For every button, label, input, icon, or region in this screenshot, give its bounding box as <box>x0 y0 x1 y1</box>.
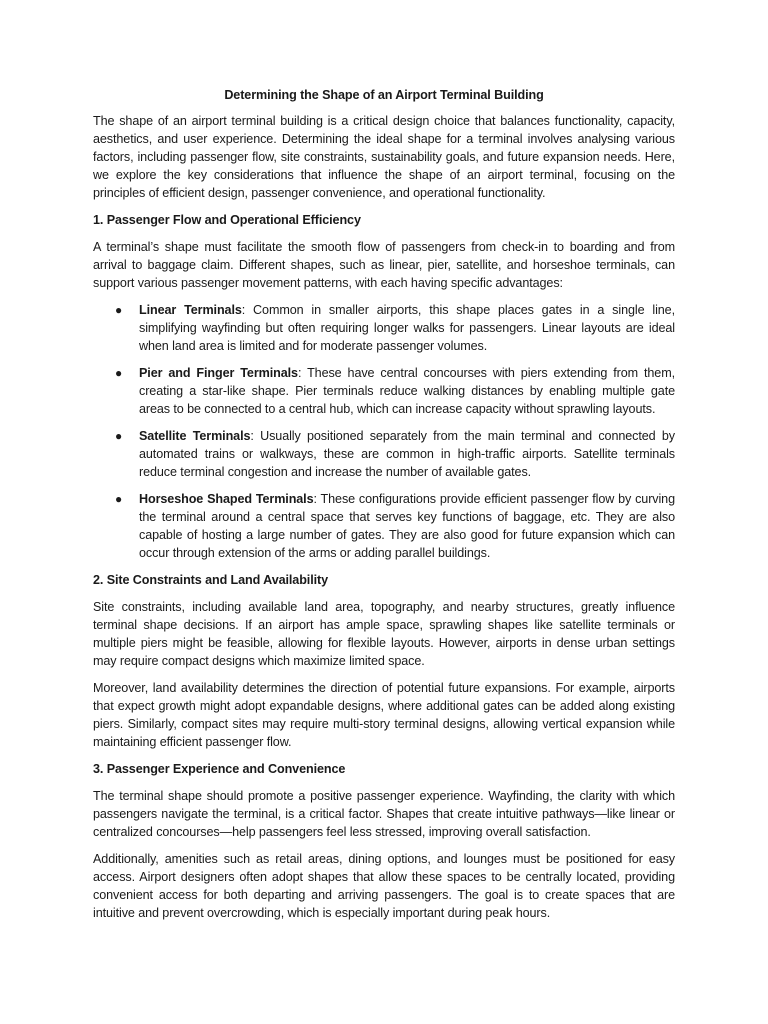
list-item-text: : Common in smaller airports, this shape places gates in a single line, simplifying wayfinding but often requiring longer walks for passengers. Linear layouts are ideal when land area is limited and for moderate passenger volumes. <box>139 303 675 353</box>
list-item-term: Pier and Finger Terminals <box>139 366 298 380</box>
section-2-paragraph-1: Site constraints, including available land area, topography, and nearby structures, greatly influence terminal shape decisions. If an airport has ample space, sprawling shapes like satellite terminals or multiple piers might be feasible, allowing for flexible layouts. However, airports in dense urban settings may require compact designs which maximize limited space. <box>93 600 675 668</box>
section-heading-site-constraints: 2. Site Constraints and Land Availability <box>93 573 328 587</box>
document-title: Determining the Shape of an Airport Terminal Building <box>224 88 544 102</box>
list-item-term: Satellite Terminals <box>139 429 251 443</box>
section-3-paragraph-1: The terminal shape should promote a positive passenger experience. Wayfinding, the clarity with which passengers navigate the terminal, is a critical factor. Shapes that create intuitive pathways—like linear or centralized concourses—help passengers feel less stressed, improving overall satisfaction. <box>93 789 675 839</box>
list-item-horseshoe <box>93 490 675 562</box>
list-item-term: Horseshoe Shaped Terminals <box>139 492 314 506</box>
list-item-text: : These have central concourses with piers extending from them, creating a star-like shape. Pier terminals reduce walking distances by enabling multiple gate areas to be connected to a central hub, which can increase capacity without sprawling layouts. <box>139 366 675 416</box>
bullet-icon: ● <box>115 303 123 317</box>
intro-paragraph: The shape of an airport terminal building is a critical design choice that balances functionality, capacity, aesthetics, and user experience. Determining the ideal shape for a terminal involves analysing various factors, including passenger flow, site constraints, sustainability goals, and future expansion needs. Here, we explore the key considerations that influence the shape of an airport terminal, focusing on the principles of efficient design, passenger convenience, and operational functionality. <box>93 114 675 200</box>
list-item-term: Linear Terminals <box>139 303 242 317</box>
terminal-types-list <box>93 301 675 562</box>
list-item-text: : These configurations provide efficient passenger flow by curving the terminal around a central space that serves key functions of baggage, etc. They are also capable of hosting a large number of gates. They are also good for future expansion which can occur through extension of the arms or adding parallel buildings. <box>139 492 675 560</box>
section-3-paragraph-2: Additionally, amenities such as retail areas, dining options, and lounges must be positioned for easy access. Airport designers often adopt shapes that allow these spaces to be centrally located, providing convenient access for both departing and arriving passengers. The goal is to create spaces that are intuitive and prevent overcrowding, which is especially important during peak hours. <box>93 852 675 920</box>
list-item-pier-finger <box>93 364 675 418</box>
bullet-icon: ● <box>115 366 123 380</box>
document-page <box>93 86 675 931</box>
list-item-text: : Usually positioned separately from the main terminal and connected by automated trains or walkways, these are common in high-traffic airports. Satellite terminals reduce terminal congestion and increase the number of available gates. <box>139 429 675 479</box>
section-2-paragraph-2: Moreover, land availability determines the direction of potential future expansions. For example, airports that expect growth might adopt expandable designs, where additional gates can be added along existing piers. Similarly, compact sites may require multi-story terminal designs, allowing vertical expansion while maintaining efficient passenger flow. <box>93 681 675 749</box>
list-item-satellite <box>93 427 675 481</box>
list-item-linear <box>93 301 675 355</box>
bullet-icon: ● <box>115 492 123 506</box>
section-1-paragraph-1: A terminal’s shape must facilitate the smooth flow of passengers from check-in to boarding and from arrival to baggage claim. Different shapes, such as linear, pier, satellite, and horseshoe terminals, can support various passenger movement patterns, with each having specific advantages: <box>93 240 675 290</box>
section-heading-passenger-flow: 1. Passenger Flow and Operational Efficiency <box>93 213 361 227</box>
bullet-icon: ● <box>115 429 123 443</box>
section-heading-passenger-experience: 3. Passenger Experience and Convenience <box>93 762 346 776</box>
